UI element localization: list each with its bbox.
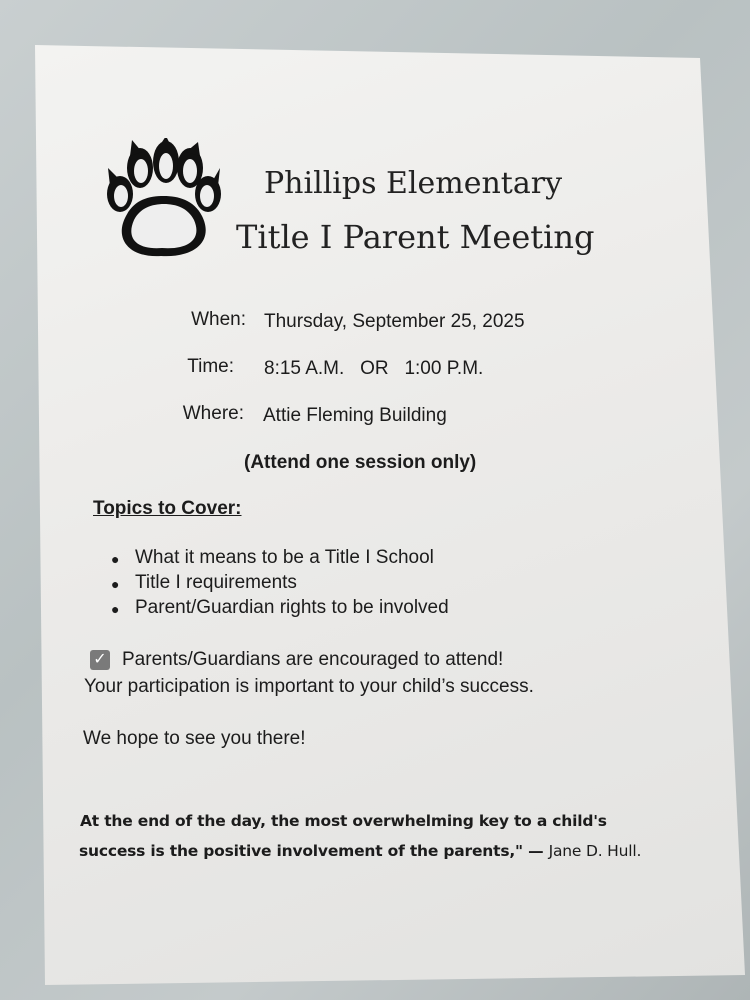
topic-item: Parent/Guardian rights to be involved <box>135 597 449 618</box>
topic-item: What it means to be a Title I School <box>135 547 434 568</box>
quote-author: Jane D. Hull. <box>548 842 642 860</box>
quote-line-2 <box>79 842 641 860</box>
bear-paw-icon <box>106 138 222 260</box>
where-label: Where: <box>182 403 244 424</box>
topics-heading: Topics to Cover: <box>93 498 242 519</box>
checkmark-icon: ✓ <box>90 650 110 670</box>
time-label: Time: <box>187 356 234 377</box>
quote-line-1: At the end of the day, the most overwhelming key to a child's <box>80 812 607 830</box>
when-label: When: <box>191 309 246 330</box>
hope-line: We hope to see you there! <box>83 728 306 749</box>
meeting-title-heading: Title I Parent Meeting <box>236 218 595 256</box>
time-value: 8:15 A.M. OR 1:00 P.M. <box>264 358 484 379</box>
session-note: (Attend one session only) <box>244 452 477 473</box>
quote-text: success is the positive involvement of the parents," — <box>79 842 544 860</box>
bullet-icon: ● <box>111 551 120 567</box>
bullet-icon: ● <box>111 576 120 592</box>
school-name-heading: Phillips Elementary <box>264 166 563 201</box>
encourage-line: Parents/Guardians are encouraged to attend! <box>122 649 504 670</box>
bullet-icon: ● <box>111 601 120 617</box>
topic-item: Title I requirements <box>135 572 297 593</box>
participation-line: Your participation is important to your child’s success. <box>84 676 534 697</box>
when-value: Thursday, September 25, 2025 <box>264 311 525 332</box>
where-value: Attie Fleming Building <box>263 405 447 426</box>
